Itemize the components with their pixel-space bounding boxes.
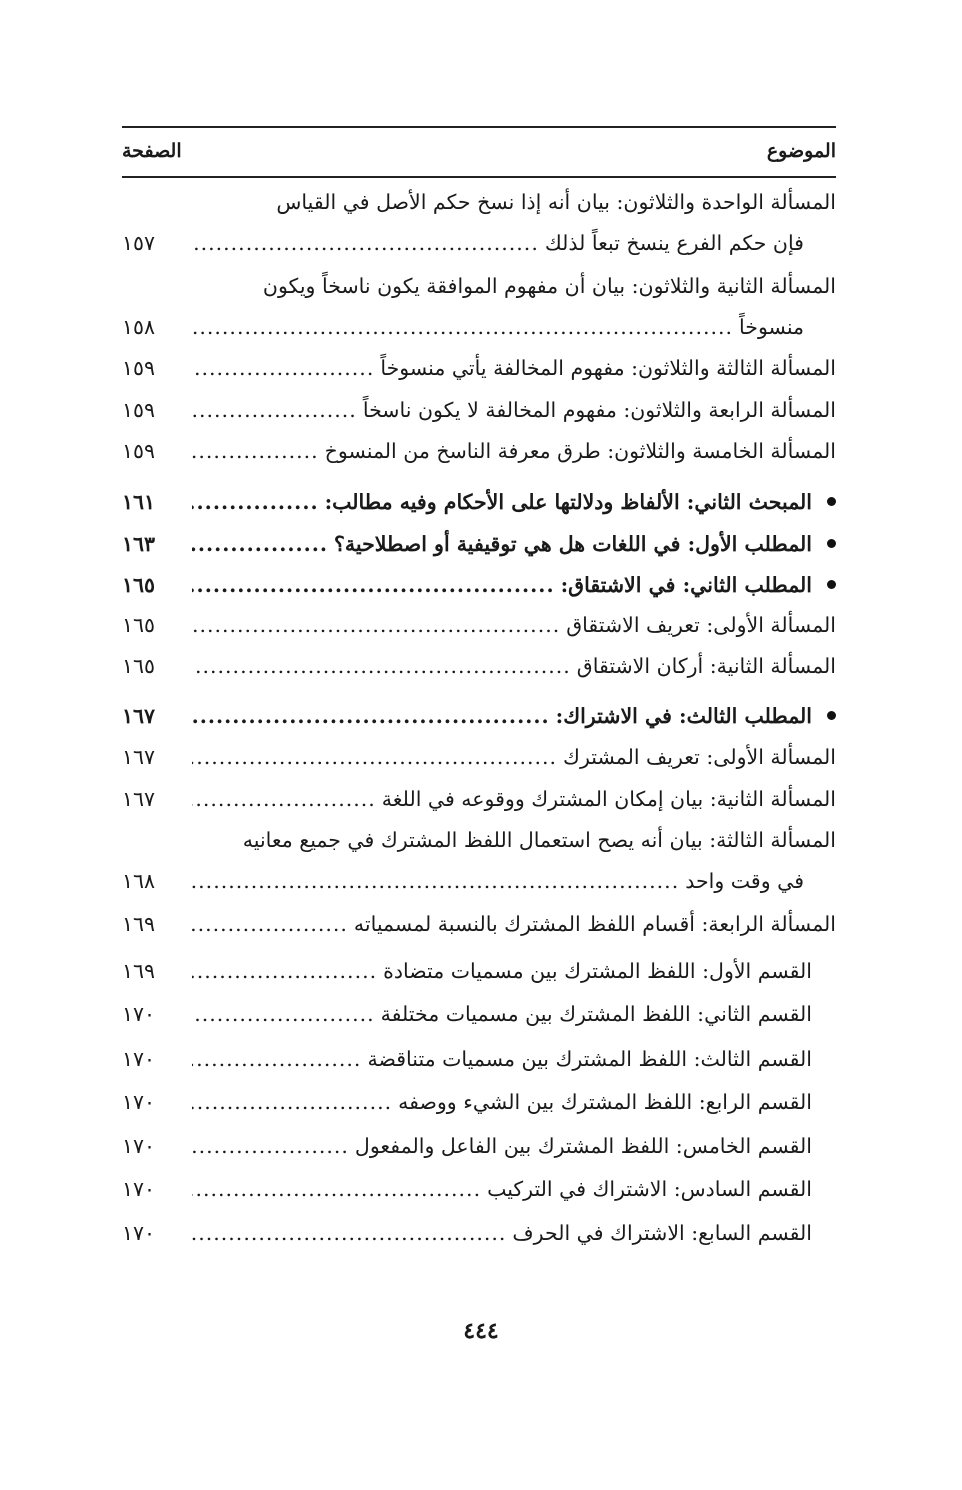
- bullet-icon: [827, 497, 836, 506]
- dot-leader: [192, 390, 357, 431]
- toc-entry: [122, 565, 836, 606]
- toc-entry-title: المطلب الثالث: في الاشتراك:: [555, 704, 812, 728]
- toc-entry-title: منسوخاً: [739, 315, 804, 339]
- toc-entry-page: ١٥٨: [122, 315, 156, 339]
- top-rule: [122, 126, 836, 128]
- dot-leader: [192, 565, 555, 606]
- toc-entry-page: ١٦٩: [122, 912, 156, 936]
- toc-entry-title: المسألة الرابعة والثلاثون: مفهوم المخالفة لا يكون ناسخاً: [362, 398, 836, 422]
- dot-leader: [192, 1213, 506, 1254]
- toc-entry-title: المبحث الثاني: الألفاظ ودلالتها على الأحكام وفيه مطالب:: [324, 490, 812, 514]
- dot-leader: [192, 951, 377, 992]
- toc-entry: [122, 348, 836, 389]
- toc-entry: [122, 696, 836, 737]
- toc-entry-page: ١٦٧: [122, 704, 156, 728]
- toc-entry: [122, 1213, 836, 1254]
- dot-leader: [192, 307, 733, 348]
- dot-leader: [192, 994, 375, 1035]
- dot-leader: [192, 646, 571, 687]
- dot-leader: [192, 1126, 349, 1167]
- toc-entry-title: القسم الرابع: اللفظ المشترك بين الشيء ووصفه: [398, 1090, 812, 1114]
- toc-entry: [122, 1039, 836, 1080]
- dot-leader: [192, 1039, 361, 1080]
- dot-leader: [192, 1169, 481, 1210]
- toc-entry: [122, 390, 836, 431]
- toc-entry: [122, 951, 836, 992]
- toc-entry-title: المسألة الرابعة: أقسام اللفظ المشترك بالنسبة لمسمياته: [353, 912, 836, 936]
- toc-entry-page: ١٦٥: [122, 654, 156, 678]
- toc-header: [122, 140, 836, 172]
- dot-leader: [192, 904, 348, 945]
- toc-entry-page: ١٧٠: [122, 1134, 156, 1158]
- dot-leader: [192, 737, 557, 778]
- page-column-label: الصفحة: [122, 140, 182, 162]
- page-number: ٤٤٤: [463, 1318, 499, 1344]
- toc-entry-title: المسألة الثالثة والثلاثون: مفهوم المخالفة يأتي منسوخاً: [380, 356, 836, 380]
- toc-entry-page: ١٥٩: [122, 439, 156, 463]
- toc-entry-text-line1: المسألة الواحدة والثلاثون: بيان أنه إذا نسخ حكم الأصل في القياس: [276, 190, 836, 214]
- toc-entry: [122, 605, 836, 646]
- dot-leader: [192, 348, 374, 389]
- toc-entry-page: ١٦٣: [122, 532, 156, 556]
- toc-entry: [122, 646, 836, 687]
- bullet-icon: [827, 580, 836, 589]
- toc-entry-title: القسم الثاني: اللفظ المشترك بين مسميات مختلفة: [380, 1002, 812, 1026]
- toc-entry: [122, 431, 836, 472]
- toc-entry-title: القسم السابع: الاشتراك في الحرف: [512, 1221, 812, 1245]
- toc-entry-page: ١٧٠: [122, 1177, 156, 1201]
- toc-entry: [122, 994, 836, 1035]
- bullet-icon: [827, 711, 836, 720]
- toc-entry: [122, 737, 836, 778]
- toc-entry-page: ١٦٧: [122, 787, 156, 811]
- toc-entry: [122, 904, 836, 945]
- toc-entry-text-line1: المسألة الثانية والثلاثون: بيان أن مفهوم الموافقة يكون ناسخاً ويكون: [262, 274, 836, 298]
- topic-column-label: الموضوع: [766, 140, 836, 162]
- toc-entry-page: ١٦٧: [122, 745, 156, 769]
- toc-entry-title: القسم الأول: اللفظ المشترك بين مسميات متضادة: [383, 959, 812, 983]
- toc-entry-title: القسم الثالث: اللفظ المشترك بين مسميات متناقضة: [367, 1047, 812, 1071]
- dot-leader: [192, 524, 328, 565]
- toc-entry-page: ١٧٠: [122, 1002, 156, 1026]
- toc-entry-page: ١٥٧: [122, 231, 156, 255]
- dot-leader: [192, 431, 319, 472]
- toc-entry-title: المسألة الخامسة والثلاثون: طرق معرفة الناسخ من المنسوخ: [324, 439, 836, 463]
- toc-entry-page: ١٦٥: [122, 573, 156, 597]
- toc-entry: [122, 182, 836, 264]
- dot-leader: [192, 223, 539, 264]
- toc-entry-page: ١٦٩: [122, 959, 156, 983]
- toc-entry-page: ١٧٠: [122, 1221, 156, 1245]
- dot-leader: [192, 1082, 392, 1123]
- toc-entry-title: المسألة الثانية: أركان الاشتقاق: [576, 654, 836, 678]
- toc-entry-title: المسألة الأولى: تعريف المشترك: [563, 745, 836, 769]
- toc-entry: [122, 482, 836, 523]
- toc-entry-title: القسم الخامس: اللفظ المشترك بين الفاعل والمفعول: [354, 1134, 812, 1158]
- toc-entry-page: ١٦٥: [122, 613, 156, 637]
- toc-entry-page: ١٧٠: [122, 1047, 156, 1071]
- toc-entry: [122, 779, 836, 820]
- dot-leader: [192, 482, 319, 523]
- toc-entry: [122, 1082, 836, 1123]
- toc-entry-title: المسألة الثانية: بيان إمكان المشترك ووقوعه في اللغة: [381, 787, 836, 811]
- toc-entry-page: ١٥٩: [122, 398, 156, 422]
- dot-leader: [192, 861, 679, 902]
- toc-entry-page: ١٦١: [122, 490, 156, 514]
- bullet-icon: [827, 539, 836, 548]
- toc-entry: [122, 524, 836, 565]
- toc-entry: [122, 266, 836, 348]
- toc-entry: [122, 1169, 836, 1210]
- header-rule: [122, 176, 836, 178]
- toc-entry-title: المسألة الأولى: تعريف الاشتقاق: [566, 613, 836, 637]
- toc-entry: [122, 1126, 836, 1167]
- toc-entry-title: في وقت واحد: [685, 869, 804, 893]
- toc-entry-page: ١٧٠: [122, 1090, 156, 1114]
- toc-entry-title: المطلب الثاني: في الاشتقاق:: [560, 573, 812, 597]
- toc-entry-title: فإن حكم الفرع ينسخ تبعاً لذلك: [544, 231, 804, 255]
- toc-entry-title: القسم السادس: الاشتراك في التركيب: [487, 1177, 812, 1201]
- toc-entry-page: ١٥٩: [122, 356, 156, 380]
- toc-entry-page: ١٦٨: [122, 869, 156, 893]
- toc-entry: [122, 820, 836, 902]
- toc-entry-title: المطلب الأول: في اللغات هل هي توقيفية أو اصطلاحية؟: [334, 532, 812, 556]
- toc-entry-text-line1: المسألة الثالثة: بيان أنه يصح استعمال اللفظ المشترك في جميع معانيه: [242, 828, 836, 852]
- dot-leader: [192, 779, 376, 820]
- dot-leader: [192, 696, 550, 737]
- dot-leader: [192, 605, 560, 646]
